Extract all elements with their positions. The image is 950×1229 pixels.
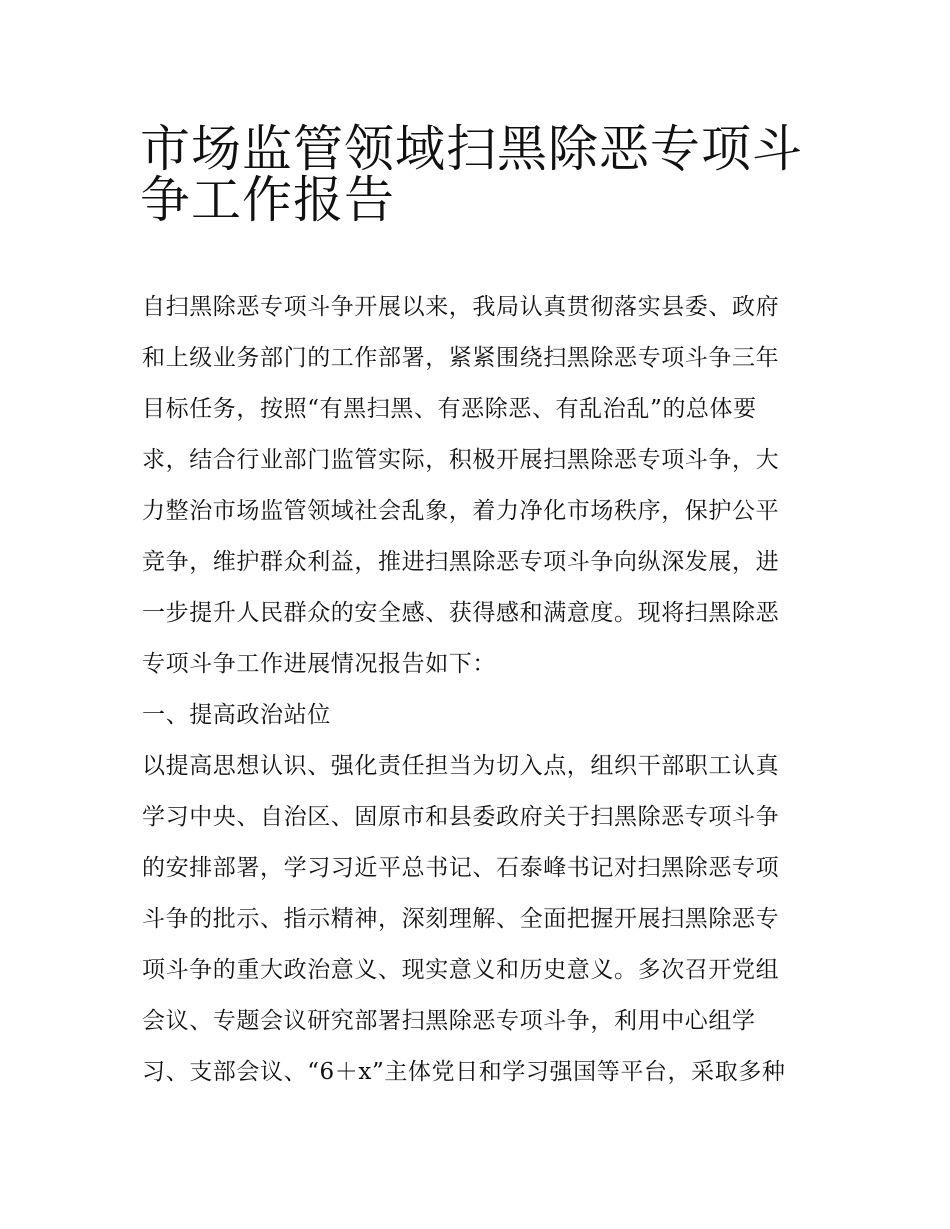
body-line: 专项斗争工作进展情况报告如下： xyxy=(142,651,496,677)
body-line: 习、支部会议、“6＋x”主体党日和学习强国等平台，采取多种 xyxy=(142,1059,786,1085)
body-line: 斗争的批示、指示精神，深刻理解、全面把握开展扫黑除恶专 xyxy=(142,906,780,932)
body-line: 学习中央、自治区、固原市和县委政府关于扫黑除恶专项斗争 xyxy=(142,804,780,830)
body-line: 以提高思想认识、强化责任担当为切入点，组织干部职工认真 xyxy=(142,753,780,779)
body-line: 一步提升人民群众的安全感、获得感和满意度。现将扫黑除恶 xyxy=(142,600,780,626)
title-line: 市场监管领域扫黑除恶专项斗 xyxy=(140,120,803,178)
section-heading: 一、提高政治站位 xyxy=(142,702,331,728)
body-line: 竞争，维护群众利益，推进扫黑除恶专项斗争向纵深发展，进 xyxy=(142,549,780,575)
body-line: 力整治市场监管领域社会乱象，着力净化市场秩序，保护公平 xyxy=(142,498,780,524)
body-line: 自扫黑除恶专项斗争开展以来，我局认真贯彻落实县委、政府 xyxy=(142,294,780,320)
body-line: 会议、专题会议研究部署扫黑除恶专项斗争，利用中心组学 xyxy=(142,1008,756,1034)
body-line: 目标任务，按照“有黑扫黑、有恶除恶、有乱治乱”的总体要 xyxy=(142,396,757,422)
body-line: 和上级业务部门的工作部署，紧紧围绕扫黑除恶专项斗争三年 xyxy=(142,345,780,371)
body-line: 的安排部署，学习习近平总书记、石泰峰书记对扫黑除恶专项 xyxy=(142,855,780,881)
document-title xyxy=(140,112,820,229)
document-body xyxy=(142,282,822,1098)
title-line: 争工作报告 xyxy=(140,171,395,229)
body-line: 项斗争的重大政治意义、现实意义和历史意义。多次召开党组 xyxy=(142,957,780,983)
body-line: 求，结合行业部门监管实际，积极开展扫黑除恶专项斗争，大 xyxy=(142,447,780,473)
